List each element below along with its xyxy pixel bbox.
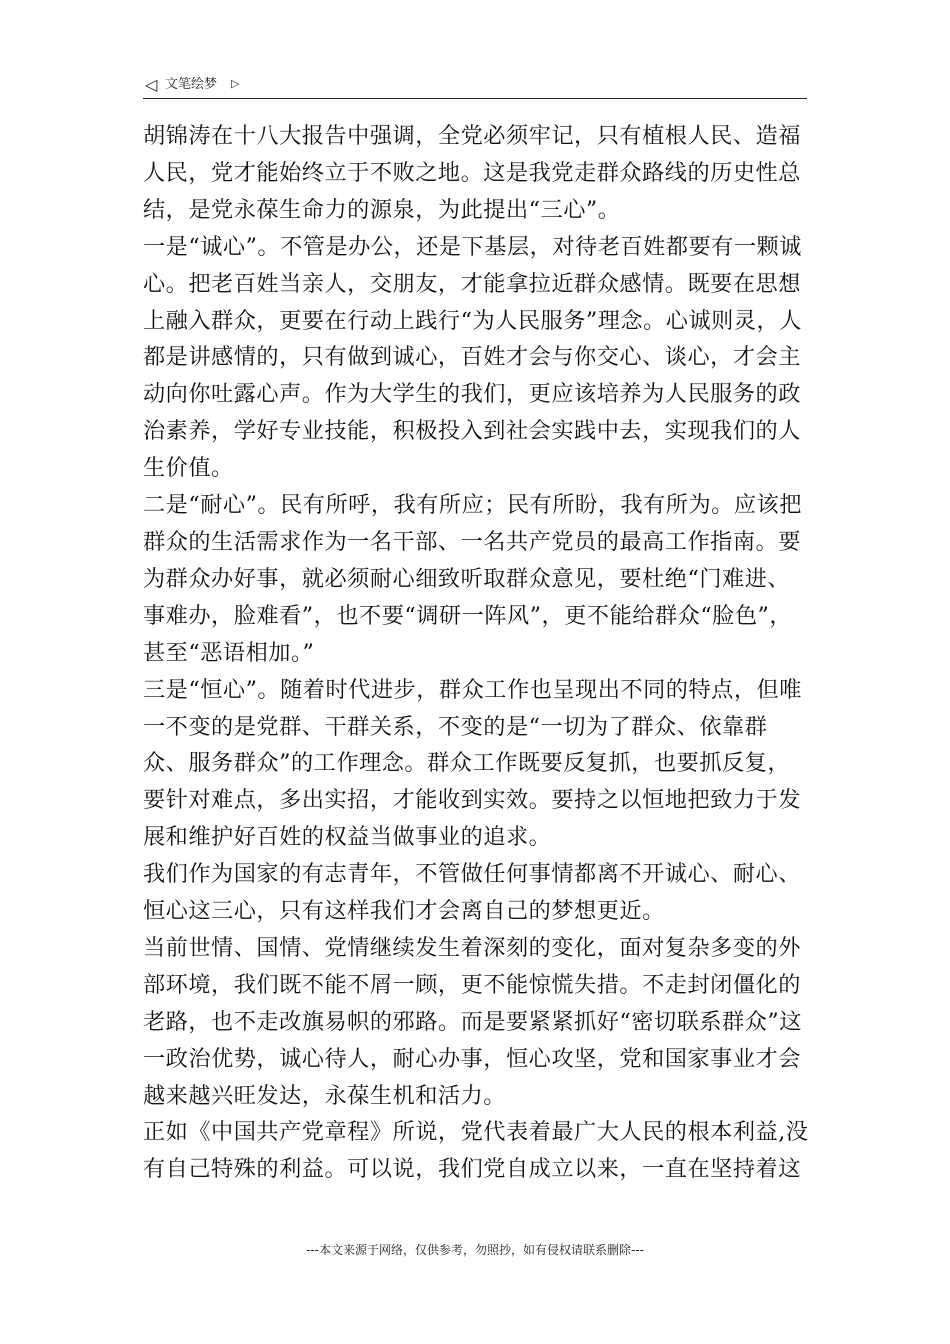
triangle-left-icon: ◁ <box>145 75 158 94</box>
footer-notice: ---本文来源于网络，仅供参考，勿照抄，如有侵权请联系删除--- <box>306 1243 644 1257</box>
paragraph-youth: 我们作为国家的有志青年，不管做任何事情都离不开诚心、耐心、恒心这三心，只有这样我们才会离自己的梦想更近。 <box>143 861 801 925</box>
page-header <box>143 74 807 99</box>
paragraph-perseverance: 三是“恒心”。随着时代进步，群众工作也呈现出不同的特点，但唯一不变的是党群、干群关系，不变的是“一切为了群众、依靠群众、服务群众”的工作理念。群众工作既要反复抓，也要抓反复，要针对难点，多出实招，才能收到实效。要持之以恒地把致力于发展和维护好百姓的权益当做事业的追求。 <box>143 676 802 851</box>
header-title: 文笔绘梦 <box>165 77 218 92</box>
triangle-right-icon: ▷ <box>231 77 240 90</box>
paragraph-patience: 二是“耐心”。民有所呼，我有所应；民有所盼，我有所为。应该把群众的生活需求作为一名干部、一名共产党员的最高工作指南。要为群众办好事，就必须耐心细致听取群众意见，要杜绝“门难进、事难办，脸难看”，也不要“调研一阵风”，更不能给群众“脸色”，甚至“恶语相加。” <box>143 492 802 666</box>
document-body <box>143 118 811 1188</box>
paragraph-intro: 胡锦涛在十八大报告中强调，全党必须牢记，只有植根人民、造福人民，党才能始终立于不败之地。这是我党走群众路线的历史性总结，是党永葆生命力的源泉，为此提出“三心”。 <box>143 123 801 223</box>
paragraph-party-constitution: 正如《中国共产党章程》所说，党代表着最广大人民的根本利益,没有自己特殊的利益。可以说，我们党自成立以来，一直在坚持着这 <box>143 1119 809 1183</box>
paragraph-sincerity: 一是“诚心”。不管是办公，还是下基层，对待老百姓都要有一颗诚心。把老百姓当亲人，交朋友，才能拿拉近群众感情。既要在思想上融入群众，更要在行动上践行“为人民服务”理念。心诚则灵，人都是讲感情的，只有做到诚心，百姓才会与你交心、谈心，才会主动向你吐露心声。作为大学生的我们，更应该培养为人民服务的政治素养，学好专业技能，积极投入到社会实践中去，实现我们的人生价值。 <box>143 233 802 482</box>
paragraph-current-situation: 当前世情、国情、党情继续发生着深刻的变化，面对复杂多变的外部环境，我们既不能不屑一顾，更不能惊慌失措。不走封闭僵化的老路，也不走改旗易帜的邪路。而是要紧紧抓好“密切联系群众”这一政治优势，诚心待人，耐心办事，恒心攻坚，党和国家事业才会越来越兴旺发达，永葆生机和活力。 <box>143 934 802 1109</box>
